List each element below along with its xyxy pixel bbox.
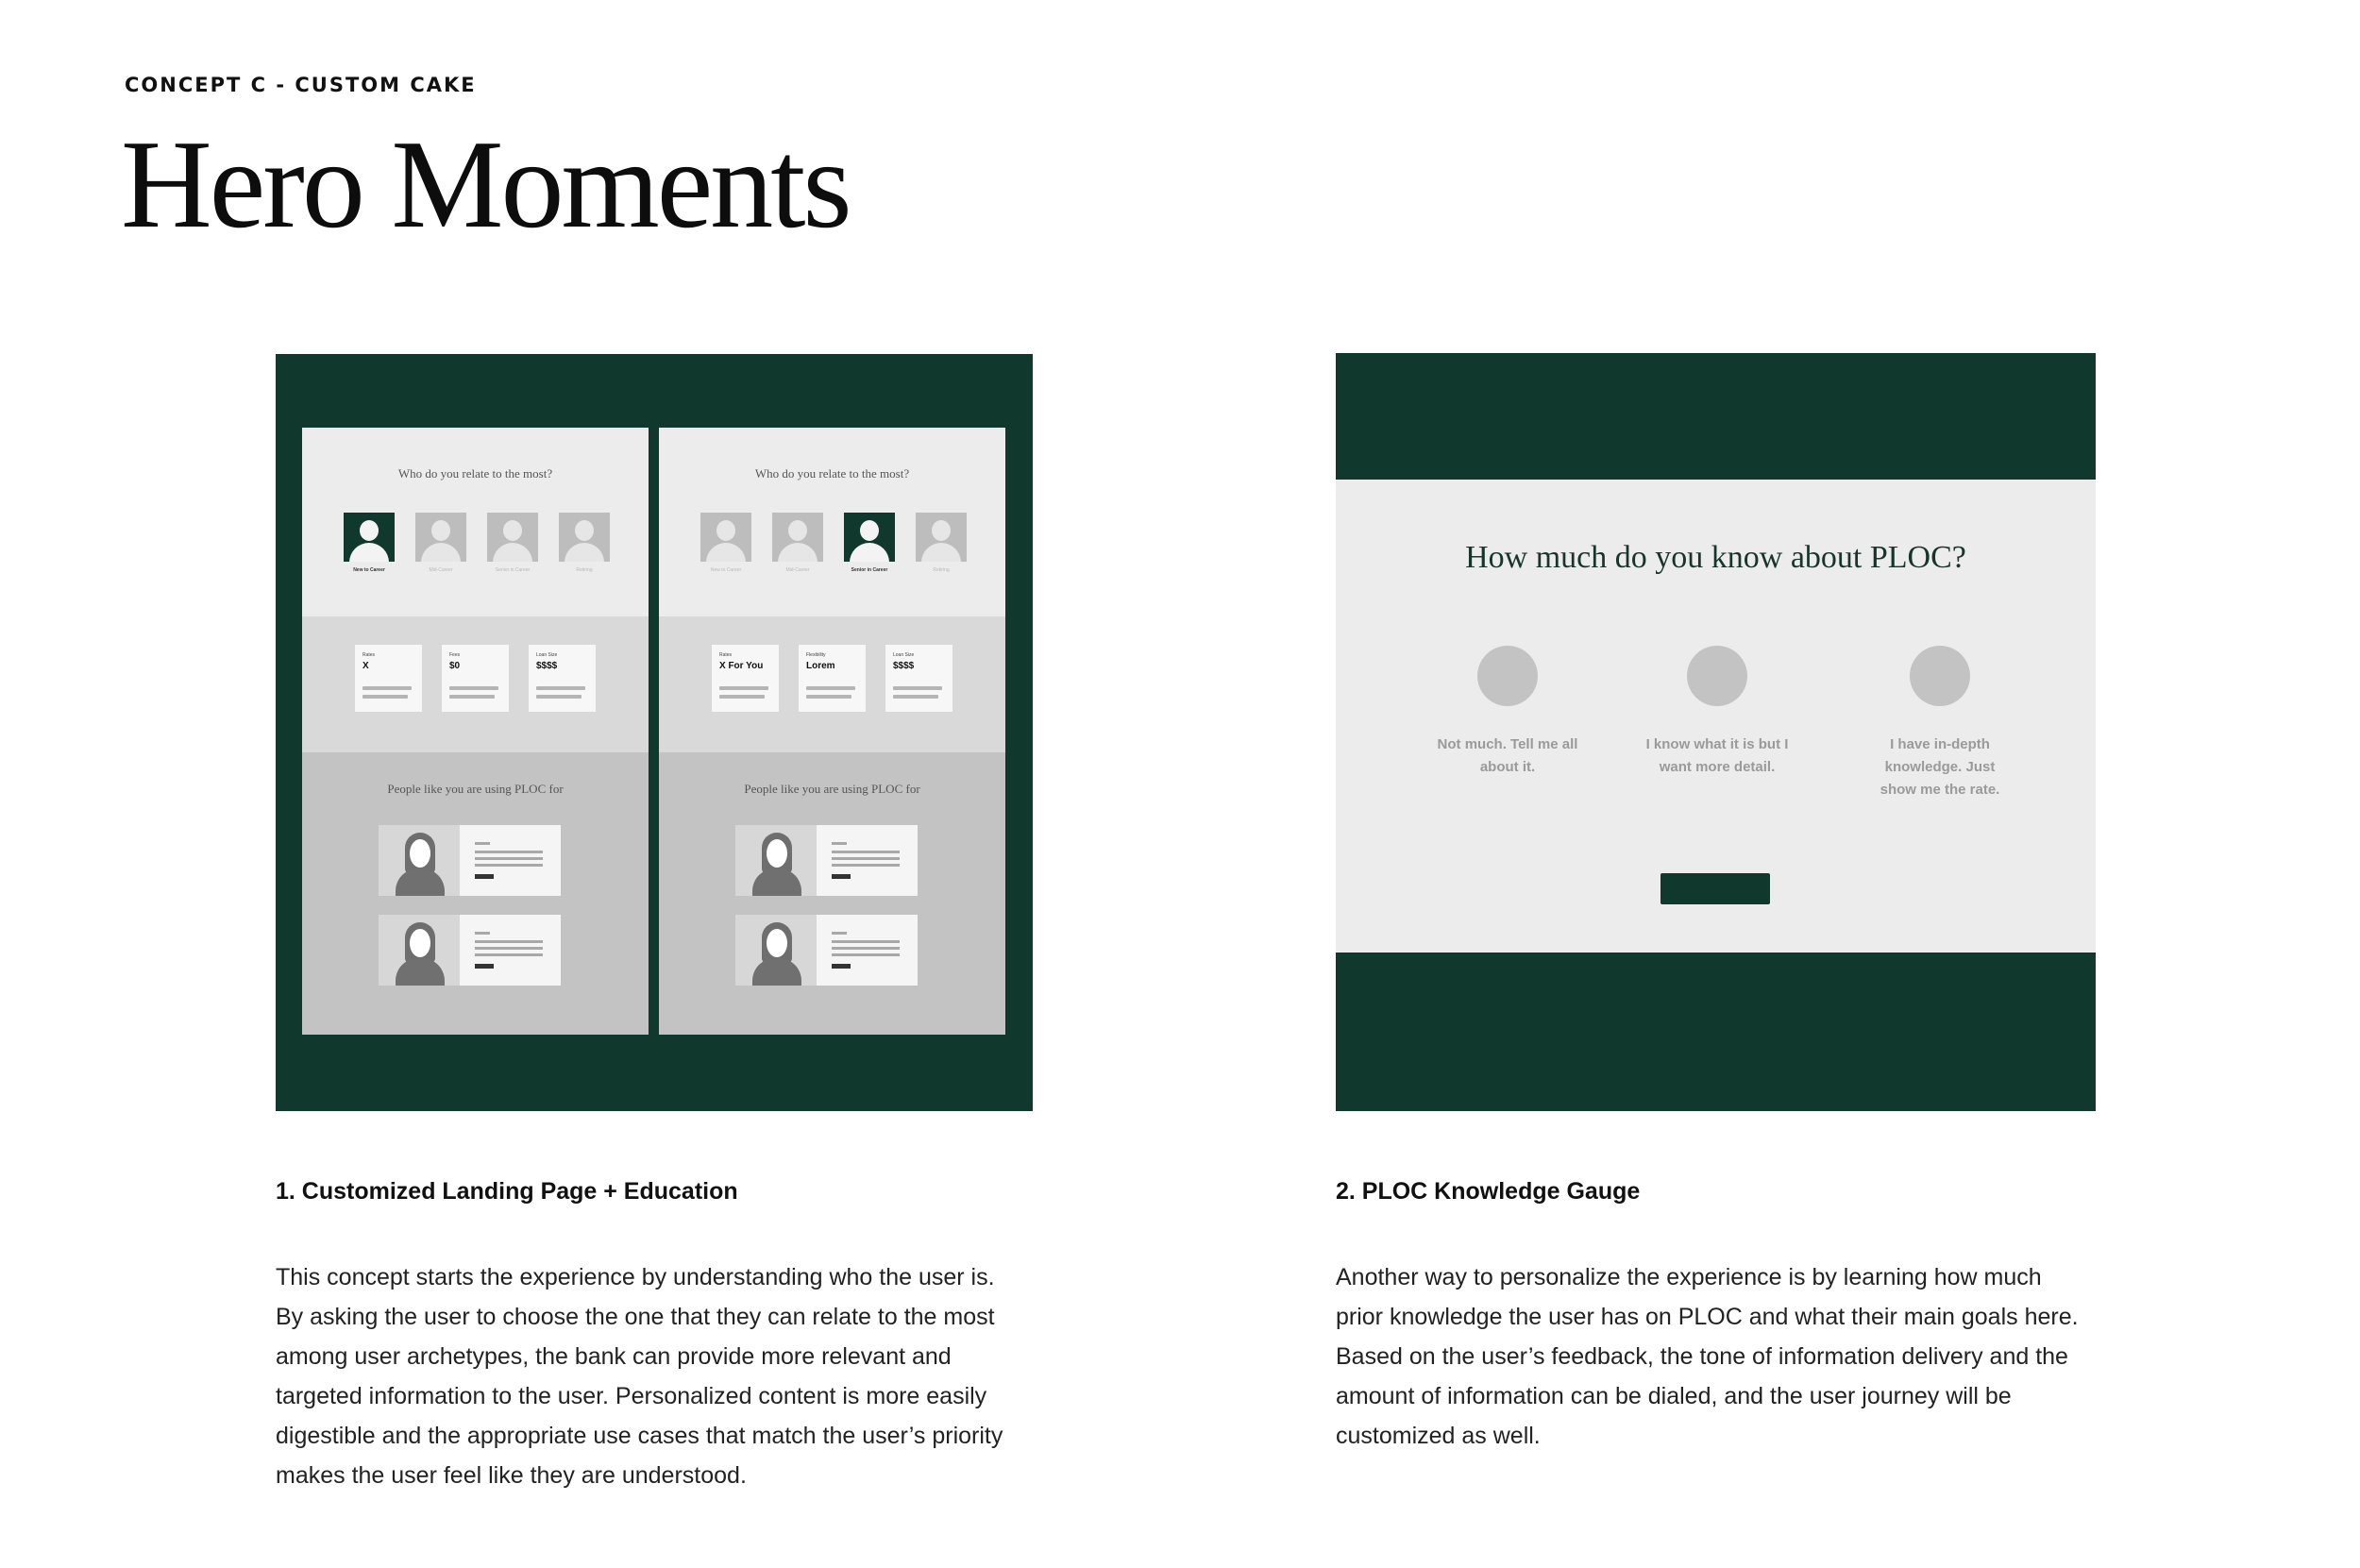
option-circle[interactable] (1910, 646, 1970, 706)
card-label: Loan Size (536, 652, 558, 658)
testimonial-card (735, 825, 918, 896)
option-label: I have in-depth knowledge. Just show me the rate. (1880, 736, 2000, 798)
continue-button[interactable] (1660, 873, 1770, 904)
landing-page-mockup (276, 354, 1033, 1111)
archetype-avatar[interactable] (415, 513, 466, 562)
card-value: $$$$ (536, 661, 558, 671)
gauge-question: How much do you know about PLOC? (1465, 540, 1966, 575)
card-label: Flexibility (806, 652, 826, 658)
testimonial-heading: People like you are using PLOC for (744, 782, 920, 796)
option-circle[interactable] (1477, 646, 1538, 706)
card-label: Rates (719, 652, 733, 658)
archetype-avatar-selected[interactable] (844, 513, 895, 562)
concept2-caption: 2. PLOC Knowledge Gauge (1336, 1178, 1641, 1205)
archetype-label: New to Career (353, 567, 385, 573)
wireframe-senior-in-career (659, 428, 1005, 1035)
option-label: I know what it is but I want more detail. (1645, 736, 1789, 775)
archetype-question: Who do you relate to the most? (754, 466, 910, 481)
card-value: Lorem (806, 661, 835, 671)
archetype-avatar[interactable] (772, 513, 823, 562)
concept1-caption: 1. Customized Landing Page + Education (276, 1178, 738, 1205)
card-label: Fees (449, 652, 461, 658)
archetype-avatar[interactable] (487, 513, 538, 562)
testimonial-heading: People like you are using PLOC for (387, 782, 564, 796)
archetype-section (302, 428, 649, 616)
wireframe-new-to-career (302, 428, 649, 1035)
gauge-card (1336, 480, 2096, 953)
archetype-question: Who do you relate to the most? (397, 466, 553, 481)
archetype-label: Retiring (576, 567, 593, 573)
archetype-label: Retiring (933, 567, 950, 573)
person-photo (379, 915, 460, 986)
concept1-description: This concept starts the experience by understanding who the user is. By asking the user to choose the one that they can relate to the most among user archetypes, the bank can provide more relevant and targeted information to the user. Personalized content is more easily digestible and the appropriate use cases that match the user’s priority makes the user feel like they are understood. (276, 1264, 1003, 1489)
card-value: X (362, 661, 369, 671)
eyebrow-label: CONCEPT C - CUSTOM CAKE (125, 74, 477, 96)
concept2-description: Another way to personalize the experience is by learning how much prior knowledge the user has on PLOC and what their main goals here. Based on the user’s feedback, the tone of information delivery and the amount of information can be dialed, and the user journey will be customized as well. (1336, 1264, 2079, 1449)
archetype-label: Senior in Career (495, 567, 531, 573)
archetype-avatar-selected[interactable] (344, 513, 395, 562)
benefit-cards-section (659, 616, 1005, 752)
archetype-section (659, 428, 1005, 616)
option-label: Not much. Tell me all about it. (1437, 736, 1578, 775)
testimonials-section (659, 752, 1005, 1035)
archetype-avatar[interactable] (916, 513, 967, 562)
card-label: Loan Size (893, 652, 915, 658)
benefit-card (799, 645, 866, 712)
page-title: Hero Moments (121, 114, 850, 254)
card-value: X For You (719, 661, 764, 671)
archetype-label: Mid-Career (785, 567, 810, 573)
archetype-avatar[interactable] (559, 513, 610, 562)
option-circle[interactable] (1687, 646, 1747, 706)
card-value: $0 (449, 661, 461, 671)
benefit-card (442, 645, 509, 712)
testimonials-section (302, 752, 649, 1035)
testimonial-card (379, 915, 561, 986)
benefit-cards-section (302, 616, 649, 752)
card-value: $$$$ (893, 661, 915, 671)
card-label: Rates (362, 652, 376, 658)
archetype-label: Senior in Career (851, 567, 888, 573)
person-photo (379, 825, 460, 896)
person-photo (735, 915, 817, 986)
testimonial-card (735, 915, 918, 986)
person-photo (735, 825, 817, 896)
benefit-card (355, 645, 422, 712)
archetype-label: Mid-Career (429, 567, 453, 573)
benefit-card (885, 645, 952, 712)
benefit-card (529, 645, 596, 712)
testimonial-card (379, 825, 561, 896)
archetype-label: New to Career (710, 567, 742, 573)
knowledge-gauge-mockup (1336, 353, 2096, 1111)
archetype-avatar[interactable] (700, 513, 751, 562)
benefit-card (712, 645, 779, 712)
